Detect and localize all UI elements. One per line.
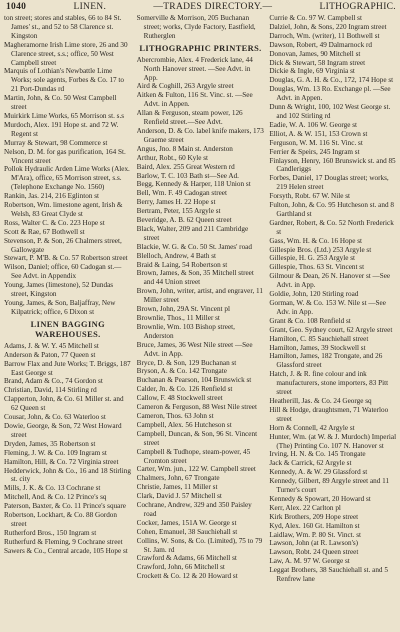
directory-entry: Barrow Flax and Jute Works; T. Briggs, 187 East George st: [4, 359, 131, 377]
directory-entry: Blelloch, Andrew, 4 Bath st: [136, 251, 217, 260]
directory-entry: Aitken & Fulton, 116 St. Vinc. st. —See Advt. in Appen.: [136, 91, 253, 109]
directory-entry: Irving, H. N. & Co. 145 Trongate: [269, 450, 366, 459]
directory-entry: Gillespie Bros. (Ltd.) 253 Argyle st: [269, 245, 372, 254]
directory-entry: Marquis of Lothian's Newbattle Lime Works; sole agents, Forbes & Co. 17 to 21 Port-Dundas rd: [4, 67, 125, 94]
directory-entry: ton street; stores and stables, 66 to 84 St. James' st., and 52 to 58 Clarence st. Kingston: [4, 14, 122, 40]
directory-entry: Heatherill, Jas. & Co. 24 George sq: [269, 396, 372, 405]
directory-entry: Paterson, Baxter, & Co. 11 Prince's square: [4, 502, 126, 511]
directory-entry: Bryce, D. & Son, 129 Buchanan st: [136, 358, 237, 367]
left-running-title: LINEN.: [73, 2, 107, 12]
directory-entry: Cameron, Thos. 63 John st: [136, 411, 214, 420]
directory-entry: Kerr, Alex. 22 Carlton pl: [269, 503, 341, 512]
directory-entry: Arthur, Robt., 60 Kyle st: [136, 153, 209, 162]
directory-entry: Rutherfurd & Fleming, 9 Cochrane street: [4, 537, 123, 546]
directory-entry: Hunter, Wm. (at W. & J. Murdoch) Imperial (The) Printing Co. 107 N. Hanover st: [269, 432, 397, 450]
directory-entry: Callow, F. 48 Stockwell street: [136, 394, 223, 403]
directory-entry: Chalmers, John, 67 Trongate: [136, 474, 220, 483]
directory-entry: Scott & Rae, 67 Bothwell st: [4, 227, 85, 236]
directory-entry: Fleming, J. W. & Co. 109 Ingram st: [4, 448, 107, 457]
directory-entry: Hatch, J. & R. fine colour and ink manufacturers, stone importers, 83 Pitt street: [269, 370, 389, 397]
section-heading: LINEN BAGGING WAREHOUSES.: [30, 319, 105, 339]
directory-entry: Hamilton, James, 39 Stockwell st: [269, 343, 366, 352]
directory-entry: Gillespie, Thos. 63 St. Vincent st: [269, 263, 365, 272]
directory-entry: Robertson, Lockhart, & Co. 88 Gordon street: [4, 511, 117, 528]
directory-entry: Law, A. M. 97 W. George st: [269, 557, 350, 566]
directory-entry: Kyd, Alex. 160 Gt. Hamilton st: [269, 521, 360, 530]
directory-entry: Finlayson, Henry, 160 Brunswick st. and 85 Candleriggs: [269, 156, 396, 174]
directory-entry: Kennedy & Spowart, 20 Howard st: [269, 494, 371, 503]
directory-entry: Anderson, D. & Co. label knife makers, 173 Graeme street: [136, 126, 264, 144]
directory-entry: Murdoch, Alex. 191 Hope st. and 72 W. Regent st: [4, 120, 119, 138]
directory-entry: Eadie, W. A. 106 W. George st: [269, 120, 358, 129]
directory-entry: Gorman, W. & Co. 153 W. Nile st —See Adv. in App.: [269, 299, 386, 316]
directory-entry: Douglas, Wm. 13 Ro. Exchange pl. —See Advt. in Appen.: [269, 85, 391, 103]
directory-entry: Kirk Brothers, 209 Hope street: [269, 512, 359, 521]
directory-entry: Hamilton, James, 182 Trongate, and 26 Glassford street: [269, 352, 383, 370]
directory-entry: Baird, Alex. 255 Great Western rd: [136, 162, 235, 171]
directory-entry: Dunn & Wright, 100, 102 West George st. and 102 Stirling rd: [269, 103, 391, 120]
directory-entry: Ferrier & Speirs, 245 Ingram st: [269, 147, 360, 156]
directory-entry: Calder, Jn. & Co. 126 Renfield st: [136, 385, 233, 394]
column-right: [269, 14, 397, 630]
directory-entry: Goldie, John, 120 Stirling road: [269, 290, 359, 299]
directory-entry: Brown, John, writer, artist, and engraver, 11 Miller street: [136, 287, 263, 305]
directory-entry: Mitchell, And. & Co. 12 Prince's sq: [4, 493, 107, 502]
directory-entry: Brown, John, 29A St. Vincent pl: [136, 305, 230, 314]
directory-entry: Abercrombie, Alex. 4 Frederick lane, 44 North Hanover street. —See Advt. in App.: [136, 55, 253, 82]
directory-entry: Cousar, John, & Co. 63 Waterloo st: [4, 413, 106, 422]
directory-entry: Carter, Wm. jun., 122 W. Campbell street: [136, 465, 256, 474]
directory-entry: Brownlie, Wm. 103 Bishop street, Anderston: [136, 322, 235, 340]
page-number: 1040: [6, 2, 27, 12]
directory-entry: Cameron & Ferguson, 88 West Nile street: [136, 403, 257, 412]
directory-entry: Ferguson, W. M. 116 St. Vinc. st: [269, 138, 363, 147]
directory-entry: Grant, Geo. Sydney court, 62 Argyle street: [269, 325, 393, 334]
directory-entry: Dawson, Robert, 49 Dalmarnock rd: [269, 40, 372, 49]
directory-entry: Somerville & Morrison, 205 Buchanan street; works, Clyde Factory, Eastfield, Rutherglen: [136, 14, 256, 40]
directory-entry: Currie & Co. 97 W. Campbell st: [269, 14, 362, 22]
directory-entry: Angus, Jno. 8 Main st. Anderston: [136, 144, 233, 153]
directory-entry: Gillespie, H. G. 253 Argyle st: [269, 254, 356, 263]
directory-entry: Christie, James, 11 Miller st: [136, 483, 218, 492]
directory-entry: Murray & Stewart, 98 Commerce st: [4, 138, 108, 147]
directory-entry: Brownlie, Thos., 11 Miller st: [136, 314, 220, 322]
directory-entry: Black, Walter, 209 and 211 Cambridge street: [136, 224, 249, 242]
page-header: [6, 2, 396, 14]
directory-entry: Dryden, James, 35 Robertson st: [4, 439, 96, 448]
directory-entry: Leggat Brothers, 38 Sauchiehall st. and 5 Renfrew lane: [269, 566, 388, 584]
directory-entry: Fulton, John, & Co. 95 Hutcheson st. and 8 Garthland st: [269, 201, 394, 218]
directory-entry: Muirkirk Lime Works, 65 Morrison st. s.s: [4, 111, 125, 120]
directory-entry: Magheramorne Irish Lime store, 26 and 30 Clarence street, s.s.; office, 50 West Campbell street: [4, 40, 128, 67]
directory-entry: Campbell, Alex. 56 Hutcheson st: [136, 420, 232, 429]
directory-entry: Mills, J. K. & Co. 13 Cochrane st: [4, 484, 101, 493]
directory-entry: Brown, James, & Son, 35 Mitchell street and 44 Union street: [136, 269, 254, 287]
directory-entry: Bruce, James, 36 West Nile street —See Advt. in App.: [136, 340, 253, 358]
directory-entry: Horn & Connell, 42 Argyle st: [269, 423, 355, 432]
directory-entry: Campbell & Tudhope, steam-power, 45 Cromton street: [136, 447, 251, 465]
directory-entry: Beveridge, A. B. 62 Queen street: [136, 216, 232, 225]
directory-entry: Stevenson, P. & Son, 26 Chalmers street, Gallowgate: [4, 236, 122, 254]
directory-entry: Dickie & Ingle, 69 Virginia st: [269, 67, 355, 76]
directory-entry: Hamilton, Hill, & Co. 72 Virginia street: [4, 457, 119, 466]
directory-entry: Grant & Co. 108 Renfield st: [269, 316, 351, 325]
directory-entry: Adams, J. & W. Y. 45 Mitchell st: [4, 341, 99, 350]
directory-entry: Crawford, John, 66 Mitchell st: [136, 563, 225, 572]
directory-entry: Collins, W. Sons, & Co. (Limited), 75 to 79 St. Jam. rd: [136, 536, 263, 554]
directory-entry: Braid & Laing, 54 Robertson st: [136, 260, 228, 269]
directory-entry: Martin, John, & Co. 50 West Campbell street: [4, 94, 117, 112]
directory-entry: Crawford & Adams, 66 Mitchell st: [136, 554, 237, 563]
directory-entry: Dick & Stewart, 58 Ingram street: [269, 58, 366, 67]
directory-entry: Hill & Hodge, draughtsmen, 71 Waterloo street: [269, 405, 389, 423]
directory-entry: Forbes, Daniel, 17 Douglas street; works, 219 Helen street: [269, 174, 389, 192]
directory-entry: Dalziel, John, & Sons, 220 Ingram street: [269, 22, 387, 31]
directory-entry: Rankin, Jas. 214, 216 Eglinton st: [4, 192, 100, 201]
directory-entry: Pollok Hydraulic Arden Lime Works (Alex. M'Ara), office, 65 Morrison street, s.s. (Telephone Exchange No. 1560): [4, 165, 130, 192]
directory-entry: Aird & Coghill, 263 Argyle street: [136, 82, 234, 91]
directory-entry: Laidlaw, Wm. P. 80 St. Vinct. st: [269, 530, 362, 539]
directory-entry: Crockett & Co. 12 & 20 Howard st: [136, 572, 238, 581]
directory-entry: Begg, Kennedy & Harper, 118 Union st: [136, 180, 251, 189]
directory-entry: Gass, Wm. H. & Co. 16 Hope st: [269, 236, 363, 245]
directory-entry: Brand, Adam & Co., 74 Gordon st: [4, 377, 103, 386]
directory-entry: Cocker, James, 151A W. George st: [136, 518, 237, 527]
directory-entry: Blackie, W. G. & Co. 50 St. James' road: [136, 242, 252, 251]
directory-entry: Bell, Wm. F. 49 Cadogan street: [136, 189, 227, 198]
directory-entry: Christian, David, 114 Stirling rd: [4, 386, 97, 395]
directory-entry: Stewart, P. M'B. & Co. 57 Robertson street: [4, 254, 128, 263]
directory-entry: Anderson & Paton, 77 Queen st: [4, 350, 96, 359]
columns: [4, 14, 397, 630]
column-left: [4, 14, 132, 630]
directory-entry: Wilson, Daniel; office, 60 Cadogan st.—See Advt. in Appendix: [4, 263, 122, 281]
directory-entry: Gilmour & Dean, 26 N. Hanover st —See Advt. in App.: [269, 272, 391, 290]
directory-entry: Clark, David J. 57 Mitchell st: [136, 492, 222, 501]
directory-entry: Young, James, & Son, Baljaffray, New Kilpatrick; office, 6 Dixon st: [4, 299, 116, 316]
column-middle: [137, 14, 265, 630]
section-heading: LITHOGRAPHIC PRINTERS.: [139, 43, 262, 53]
directory-entry: Darroch, Wm. (writer), 11 Bothwell st: [269, 31, 380, 40]
directory-entry: Kennedy, A. & W. 29 Glassford st: [269, 468, 368, 477]
directory-entry: Ross, Walter C. & Co. 223 Hope st: [4, 218, 105, 227]
directory-entry: Jack & Carrick, 62 Argyle st: [269, 459, 352, 468]
directory-entry: Young, James (limestone), 52 Dundas street, Kingston: [4, 281, 114, 299]
directory-entry: Bertram, Peter, 155 Argyle st: [136, 207, 221, 216]
directory-entry: Lawson, John (at R. Lawson's): [269, 539, 359, 548]
directory-entry: Gardner, Robert, & Co. 52 North Frederick st: [269, 218, 394, 236]
directory-entry: Bryson, A. & Co. 142 Trongate: [136, 367, 227, 376]
directory-entry: Donovan, James, 90 Mitchell st: [269, 49, 361, 58]
directory-entry: Berry, James H. 22 Hope st: [136, 198, 216, 207]
directory-entry: Kennedy, Gilbert, 89 Argyle street and 11 Turner's court: [269, 477, 390, 495]
directory-entry: Robertson, Wm. limestone agent, Irish & Welsh, 83 Great Clyde st: [4, 201, 123, 218]
directory-entry: Elliot, A. & W. 151, 153 Crown st: [269, 129, 368, 138]
directory-entry: Sawers & Co., Central arcade, 105 Hope st: [4, 546, 128, 555]
directory-entry: Forsyth, Robt. 67 W. Nile st: [269, 192, 351, 201]
directory-entry: Campbell, Duncan, & Son, 96 St. Vincent street: [136, 429, 258, 447]
directory-entry: Dowie, George, & Son, 72 West Howard street: [4, 421, 122, 439]
directory-entry: Douglas, G. A. H. & Co., 172, 174 Hope st: [269, 76, 394, 85]
directory-entry: Buchanan & Pearson, 104 Brunswick st: [136, 376, 252, 385]
directory-entry: Rutherford Bros., 150 Ingram st: [4, 528, 97, 537]
center-running-title: —TRADES DIRECTORY.—: [153, 2, 273, 12]
directory-entry: Cohen, Emanuel, 38 Sauchiehall st: [136, 527, 238, 536]
directory-entry: Cochrane, Andrew, 329 and 350 Paisley road: [136, 501, 252, 518]
directory-entry: Clapperton, John, & Co. 61 Miller st. and 62 Queen st: [4, 395, 124, 413]
right-running-title: LITHOGRAPHIC.: [319, 2, 396, 12]
directory-entry: Barlow, T. C. 103 Bath st—See Ad.: [136, 171, 239, 180]
directory-entry: Hamilton, C. 85 Sauchiehall street: [269, 334, 369, 343]
directory-entry: Hedderwick, John & Co., 16 and 18 Stirling st. city: [4, 466, 131, 484]
directory-entry: Lawson, Robt. 24 Queen street: [269, 548, 359, 557]
directory-entry: Nelson, D. M. for gas purification, 164 St. Vincent street: [4, 147, 126, 165]
directory-entry: Allan & Ferguson, steam power, 126 Renfield street.—See Advt.: [136, 109, 243, 127]
